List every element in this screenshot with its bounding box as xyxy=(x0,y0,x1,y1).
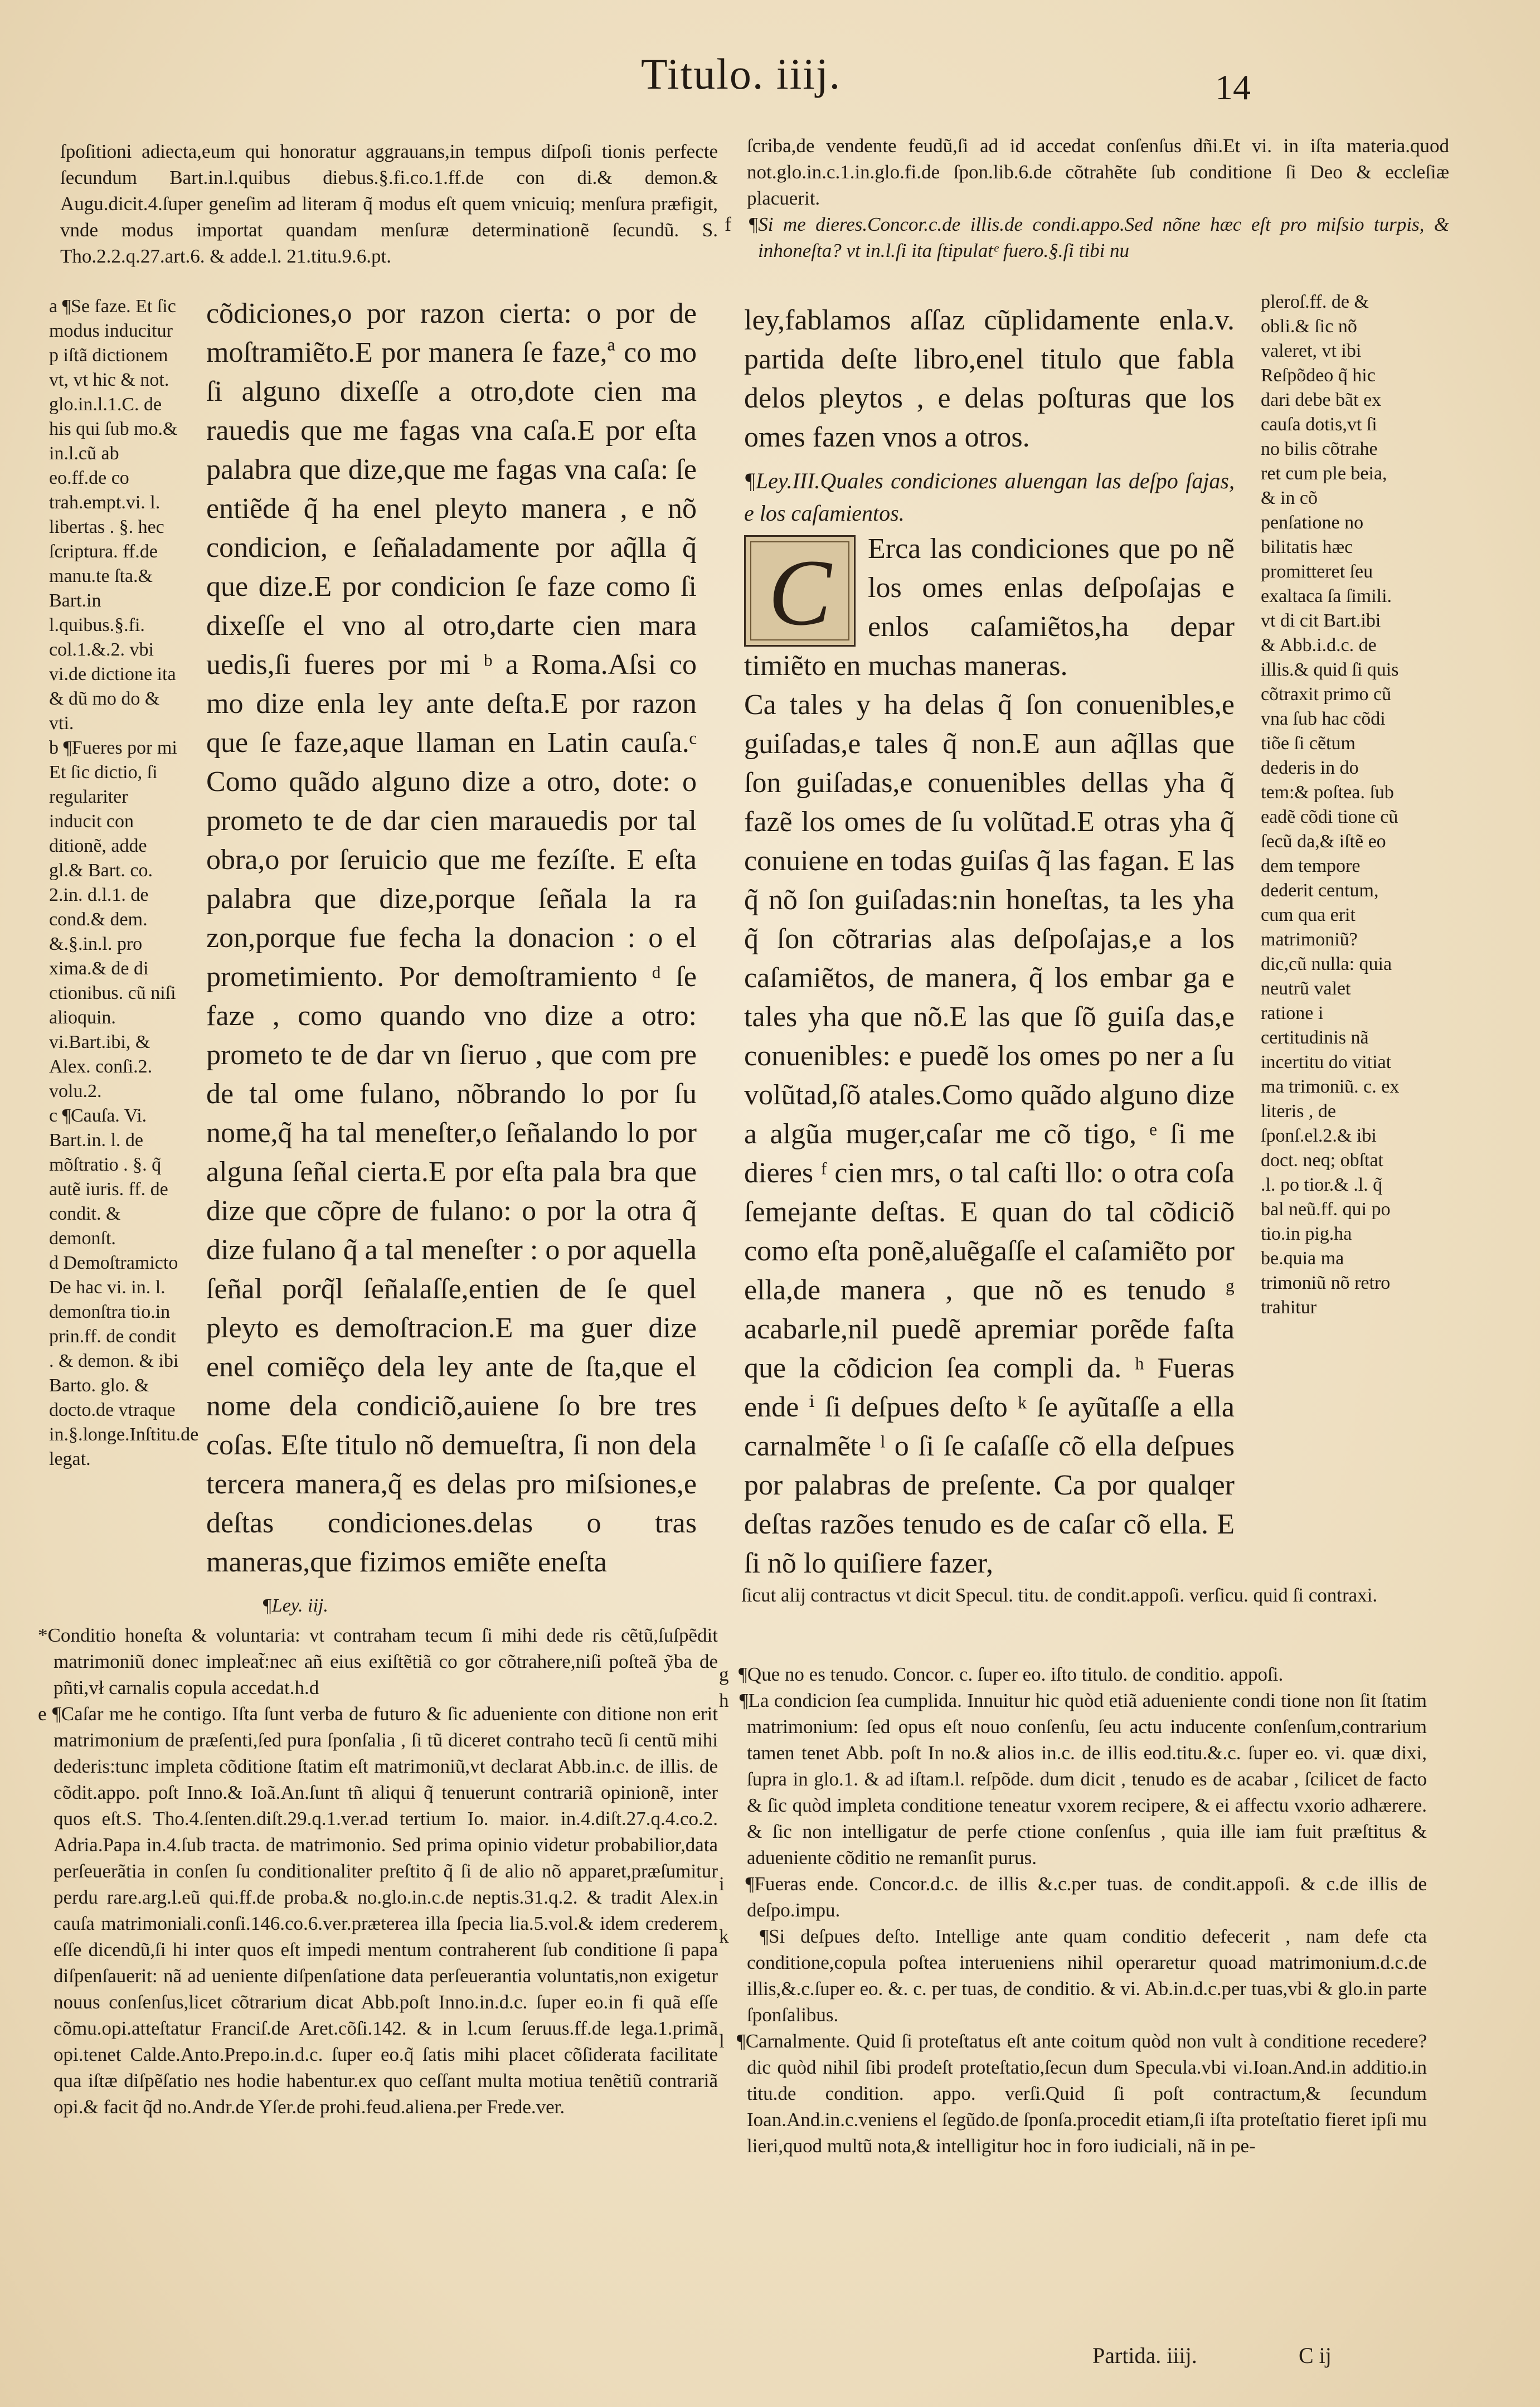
gloss-top-left xyxy=(60,138,718,269)
gloss-bottom-right xyxy=(719,1661,1427,2159)
gloss-note-star xyxy=(38,1622,718,1701)
running-title: Titulo. iiij. xyxy=(641,50,842,98)
drop-cap-letter: C xyxy=(768,540,832,645)
gloss-top-left-text: ſpoſitioni adiecta,eum qui honoratur aggrauans,in tempus diſpoſi tionis perfecte ſecundum Bart.in.l.quibus diebus.§.fi.co.1.ff.de con di.& demon.& Augu.dicit.4.ſuper geneſim ad literam q̃ modus eſt quem vnicuiq; menſura præfigit, vnde modus importat quandam menſuræ determinationẽ ſecundũ. S. Tho.2.2.q.27.art.6. & adde.l. 21.titu.9.6.pt. xyxy=(60,140,718,267)
gloss-marker: * xyxy=(38,1624,48,1646)
gloss-note-e xyxy=(38,1701,718,2120)
right-margin-text: pleroſ.ff. de & obli.& ſic nõ valeret, vt ibi Reſpõdeo q̃ hic dari debe bãt ex cauſa dotis,vt ſi no bilis cõtrahe ret cum ple beia, & in cõ penſatione no bilitatis hæc promitteret ſeu exaltaca ſa ſimili. vt di cit Bart.ibi & Abb.i.d.c. de illis.& quid ſi quis cõtraxit primo cũ vna ſub hac cõdi tiõe ſi cẽtum dederis in do tem:& poſtea. ſub eadẽ cõdi tione cũ ſecũ da,& iſtẽ eo dem tempore dederit centum, cum qua erit matrimoniũ? dic,cũ nulla: quia neutrũ valet ratione i certitudinis nã incertitu do vitiat ma trimoniũ. c. ex literis , de ſponſ.el.2.& ibi doct. neq; obſtat .l. po tior.& .l. q̃ bal neũ.ff. qui po tio.in pig.ha be.quia ma trimoniũ nõ retro trahitur xyxy=(1261,292,1400,1318)
right-margin-notes xyxy=(1261,290,1400,1320)
main-left-text: cõdiciones,o por razon cierta: o por de moſtramiẽto.E por manera ſe faze,ª co mo ſi alguno dixeſſe a otro,dote cien ma rauedis que me fagas vna caſa.E por eſta palabra que dize,que me fagas vna caſa: ſe entiẽde q̃ ha enel pleyto manera , e nõ condicion, e ſeñaladamente por aq̃lla q̃ que dize.E por condicion ſe faze como ſi dixeſſe el vno al otro,darte cien mara uedis,ſi fueres por mi ᵇ a Roma.Aſsi co mo dize enla ley ante deſta.E por razon que ſe faze,aque llaman en Latin cauſa.ᶜ Como quãdo alguno dize a otro, dote: o prometo te de dar cien marauedis por tal obra,o por ſeruicio que me fezíſte. E eſta palabra que dize,porque ſeñala la ra zon,porque fue fecha la donacion : o el prometimiento. Por demoſtramiento ᵈ ſe faze , como quando vno dize a otro: prometo te de dar vn ſieruo , que com pre de tal ome fulano, nõbrando lo por ſu nome,q̃ ha tal meneſter,o ſeñalando lo por alguna ſeñal cierta.E por eſta pala bra que dize que cõpre de fulano: o por la otra q̃ dize fulano q̃ a tal meneſter : o por aquella ſeñal porq̃l ſeñalaſſe,entien de ſe quel pleyto es demoſtracion.E ma guer dize enel comiẽço dela ley ante de ſta,que el nome dela condiciõ,auiene ſo bre tres coſas. Eſte titulo nõ demueſtra, ſi non dela tercera manera,q̃ es delas pro miſsiones,e deſtas condiciones.delas o tras maneras,que fizimos emiẽte eneſta xyxy=(206,298,697,1578)
footer-signature: C ij xyxy=(1299,2343,1332,2368)
note-marker-d: d xyxy=(49,1253,59,1273)
main-right-top-text: ley,fablamos aſſaz cũplidamente enla.v. partida deſte libro,enel titulo que fabla delos pleytos , e delas poſturas que los omes fazen vnos a otros. xyxy=(744,304,1235,453)
footer-partida: Partida. iiij. xyxy=(1092,2343,1197,2368)
ley-iii-heading: ¶Ley.III.Quales condiciones aluengan las deſpo ſajas, e los caſamientos. xyxy=(744,468,1235,526)
note-b-text: ¶Fueres por mi Et ſic dictio, ſi regulariter inducit con ditionẽ, adde gl.& Bart. co. 2.in. d.l.1. de cond.& dem. &.§.in.l. pro xima.& de di ctionibus. cũ niſi alioquin. vi.Bart.ibi, & Alex. conſi.2. volu.2. xyxy=(49,737,177,1101)
gloss-note-g xyxy=(719,1661,1427,1687)
gloss-note-text: ¶Carnalmente. Quid ſi proteſtatus eſt ante coitum quòd non vult à conditione recedere? dic quòd nihil ſibi prodeſt proteſtatio,ſecun dum Specula.vbi vi.Ioan.And.in additio.in titu.de condition. appo. verſi.Quid ſi poſt contractum,& ſecundum Ioan.And.in.c.veniens el ſegũdo.de ſponſa.procedit etiam,ſi iſta proteſtatio fieret ipſi mu lieri,quod multũ nota,& intelligitur hoc in foro iudiciali, nã in pe- xyxy=(736,2030,1427,2157)
left-margin-notes xyxy=(49,294,199,1472)
gloss-f-text: ¶Si me dieres.Concor.c.de illis.de condi.appo.Sed nõne hæc eſt pro miſsio turpis, & inhoneſta? vt in.l.ſi ita ſtipulatᵉ fuero.§.ſi tibi nu xyxy=(748,213,1449,261)
gloss-note-k xyxy=(719,1923,1427,2028)
note-marker-f: f xyxy=(725,213,731,235)
drop-cap-initial xyxy=(744,535,856,647)
ley-iii-body-text: Ca tales y ha delas q̃ ſon conuenibles,e guiſadas,e tales q̃ non.E aun aq̃llas que ſon guiſadas,e conuenibles dellas yha q̃ fazẽ los omes de ſu volũtad.E otras yha q̃ conuiene en todas guiſas q̃ las fagan. E las q̃ nõ ſon guiſadas:nin honeſtas, ta les yha q̃ ſon cõtrarias alas deſpoſajas,e a los caſamiẽtos, de manera, q̃ los embar ga e tales yha que nõ.E las que ſõ guiſa das,e conuenibles: e puedẽ los omes po ner a ſu volũtad,ſõ atales.Como quãdo alguno dize a algũa muger,caſar me cõ tigo, ᵉ ſi me dieres ᶠ cien mrs, o tal caſti llo: o otra coſa ſemejante deſtas. E quan do tal cõdiciõ como eſta ponẽ,aluẽgaſſe el caſamiẽto por ella,de manera , que nõ es tenudo ᵍ acabarle,nil puedẽ apremiar porẽde faſta que la cõdicion ſea compli da. ʰ Fueras ende ⁱ ſi deſpues deſto ᵏ ſe ayũtaſſe a ella carnalmẽte ˡ o ſi ſe caſaſſe cõ ella deſpues por palabras de preſente. Ca por qualqer deſtas razões tenudo es de caſar cõ ella. E ſi nõ lo quiſiere fazer, xyxy=(744,689,1235,1579)
gloss-marker: i xyxy=(719,1873,725,1895)
gloss-top-right-text: ſcriba,de vendente feudũ,ſi ad id accedat conſenſus dñi.Et vi. in iſta materia.quod not.glo.in.c.1.in.glo.fi.de ſpon.lib.6.de cõtrahẽte ſub conditione ſi Deo & eccleſiæ placuerit. xyxy=(747,135,1449,209)
main-text-left-column xyxy=(206,294,697,1582)
margin-note-b xyxy=(49,736,180,1104)
gloss-note-l xyxy=(719,2028,1427,2159)
gloss-marker: g xyxy=(719,1663,729,1685)
gloss-top-right-f xyxy=(725,211,1449,264)
note-d-text: Demoſtramicto De hac vi. in. l. demonſtra tio.in prin.ff. de condit . & demon. & ibi Barto. glo. & docto.de vtraque in.§.longe.Inſtitu.de legat. xyxy=(49,1253,199,1469)
note-c-text: ¶Cauſa. Vi. Bart.in. l. de mõſtratio . §. q̃ autẽ iuris. ff. de condit. & demonſt. xyxy=(49,1105,168,1249)
gloss-continuation-text: ſicut alij contractus vt dicit Specul. titu. de condit.appoſi. verſicu. quid ſi contraxi. xyxy=(741,1584,1378,1606)
note-marker-b: b xyxy=(49,737,59,758)
gloss-note-i xyxy=(719,1871,1427,1923)
margin-note-c xyxy=(49,1104,180,1251)
main-text-right-column xyxy=(744,301,1235,1583)
margin-note-d xyxy=(49,1251,199,1472)
gloss-marker: e xyxy=(38,1703,47,1725)
gloss-bottom-left xyxy=(38,1622,718,2120)
gloss-marker: k xyxy=(719,1925,729,1947)
gloss-note-text: ¶Si deſpues deſto. Intellige ante quam conditio defecerit , nam defe cta conditione,copula poſtea interueniens nihil operaretur quoad matrimonium.d.c.de illis,&.c.ſuper eo. &. c. per tuas, de conditio. & vi. Ab.in.d.c.per tuas,vbi & glo.in parte ſponſalibus. xyxy=(747,1925,1427,2026)
gloss-top-right xyxy=(725,133,1449,264)
gloss-note-text: ¶Fueras ende. Concor.d.c. de illis &.c.per tuas. de condit.appoſi. & c.de illis de deſpo.impu. xyxy=(745,1873,1427,1921)
note-a-text: ¶Se faze. Et ſic modus inducitur p iſtã dictionem vt, vt hic & not. glo.in.l.1.C. de his qui ſub mo.& in.l.cũ ab eo.ff.de co trah.empt.vi. l. libertas . §. hec ſcriptura. ff.de manu.te ſta.& Bart.in l.quibus.§.fi. col.1.&.2. vbi vi.de dictione ita & dũ mo do & vti. xyxy=(49,296,178,734)
note-marker-c: c xyxy=(49,1105,58,1126)
gloss-marker: h xyxy=(719,1690,729,1711)
gloss-bottom-right-continuation xyxy=(741,1582,1427,1608)
gloss-note-text: ¶La condicion ſea cumplida. Innuitur hic quòd etiã adueniente condi tione non ſit ſtatim matrimonium: ſed opus eſt nouo conſenſu, ſeu actu inducente conſenſum,contrarium tamen tenet Abb. poſt In no.& alios in.c. de illis eod.titu.&.c. ſuper eo. vi. quæ dixi, ſupra in glo.1. & ad iſtam.l. reſpõde. dum dicit , tenudo es de acabar , ſcilicet de facto & ſic quòd impleta conditione teneatur vxorem recipere, & ei affectu vxorio adhærere. & ſic non intelligatur de perfe ctione conſenſus , quia ille iam fuit præſtitus & adueniente cõditio ne remanſit purus. xyxy=(739,1690,1427,1869)
folio-number: 14 xyxy=(1215,67,1251,107)
margin-note-a xyxy=(49,294,180,736)
gloss-note-h xyxy=(719,1687,1427,1871)
note-marker-a: a xyxy=(49,296,58,317)
ley-iii-small-heading: ¶Ley. iij. xyxy=(262,1595,328,1616)
gloss-marker: l xyxy=(719,2030,725,2052)
ley-iii-opening-text: Erca las condiciones que po nẽ los omes enlas deſpoſajas e enlos caſamiẽtos,ha depar timiẽto en muchas maneras. xyxy=(744,533,1235,682)
gloss-note-text: ¶Caſar me he contigo. Iſta ſunt verba de futuro & ſic adueniente con ditione non erit matrimonium de præſenti,ſed pura ſponſalia , ſi tũ diceret contraho tecũ ſi centũ mihi dederis:tunc impleta cõditione ſtatim eſt matrimoniũ,vt declarat Abb.in.c. de illis. de cõdit.appo. poſt Inno.& Ioã.An.ſunt tñ aliqui q̃ tenuerunt contrariã opinionẽ, inter quos eſt.S. Tho.4.ſenten.diſt.29.q.1.ver.ad tertium Io. maior. in.4.diſt.27.q.4.co.2. Adria.Papa in.4.ſub tracta. de matrimonio. Sed prima opinio videtur probabilior,data perſeuerãtia in conſen ſu conditionaliter preſtito q̃ ſi de alio nõ apparet,præſumitur perdu rare.arg.l.eũ qui.ff.de proba.& no.glo.in.c.de neptis.31.q.2. & tradit Alex.in cauſa matrimoniali.conſi.146.co.6.ver.præterea illa ſpecia lia.5.vol.& idem crederem eſſe dicendũ,ſi hi inter quos eſt impedi mentum contraherent ſub conditione ſi papa diſpenſauerit: nã ad ueniente diſpenſatione data perſeuerantia voluntatis,non exigetur nouus conſenſus,licet cõtrarium dicat Abb.poſt Inno.in.d.c. ſuper eo.in fi quã eſſe cõmu.opi.atteſtatur Franciſ.de Aret.cõſi.142. & in l.cum ſeruus.ff.de lega.1.primã opi.tenet Calde.Anto.Prepo.in.d.c. ſuper eo.q̃ ſatis mihi placet cõſiderata facilitate qua iſtæ diſpẽſatio nes hodie habentur.ex quo ceſſant multa motiua tenẽtiũ contrariã opi.& facit q̃d no.Andr.de Yſer.de prohi.feud.aliena.per Frede.ver. xyxy=(52,1703,718,2118)
gloss-note-text: ¶Que no es tenudo. Concor. c. ſuper eo. iſto titulo. de conditio. appoſi. xyxy=(739,1663,1284,1685)
gloss-note-text: Conditio honeſta & voluntaria: vt contraham tecum ſi mihi dede ris cẽtũ,ſuſpẽdit matrimoniũ donec impleat̃:nec añ eius exiſtẽtiã co gor cõtrahere,niſi poſteã ỹba de pñti,vł carnalis copula accedat.h.d xyxy=(47,1624,718,1699)
